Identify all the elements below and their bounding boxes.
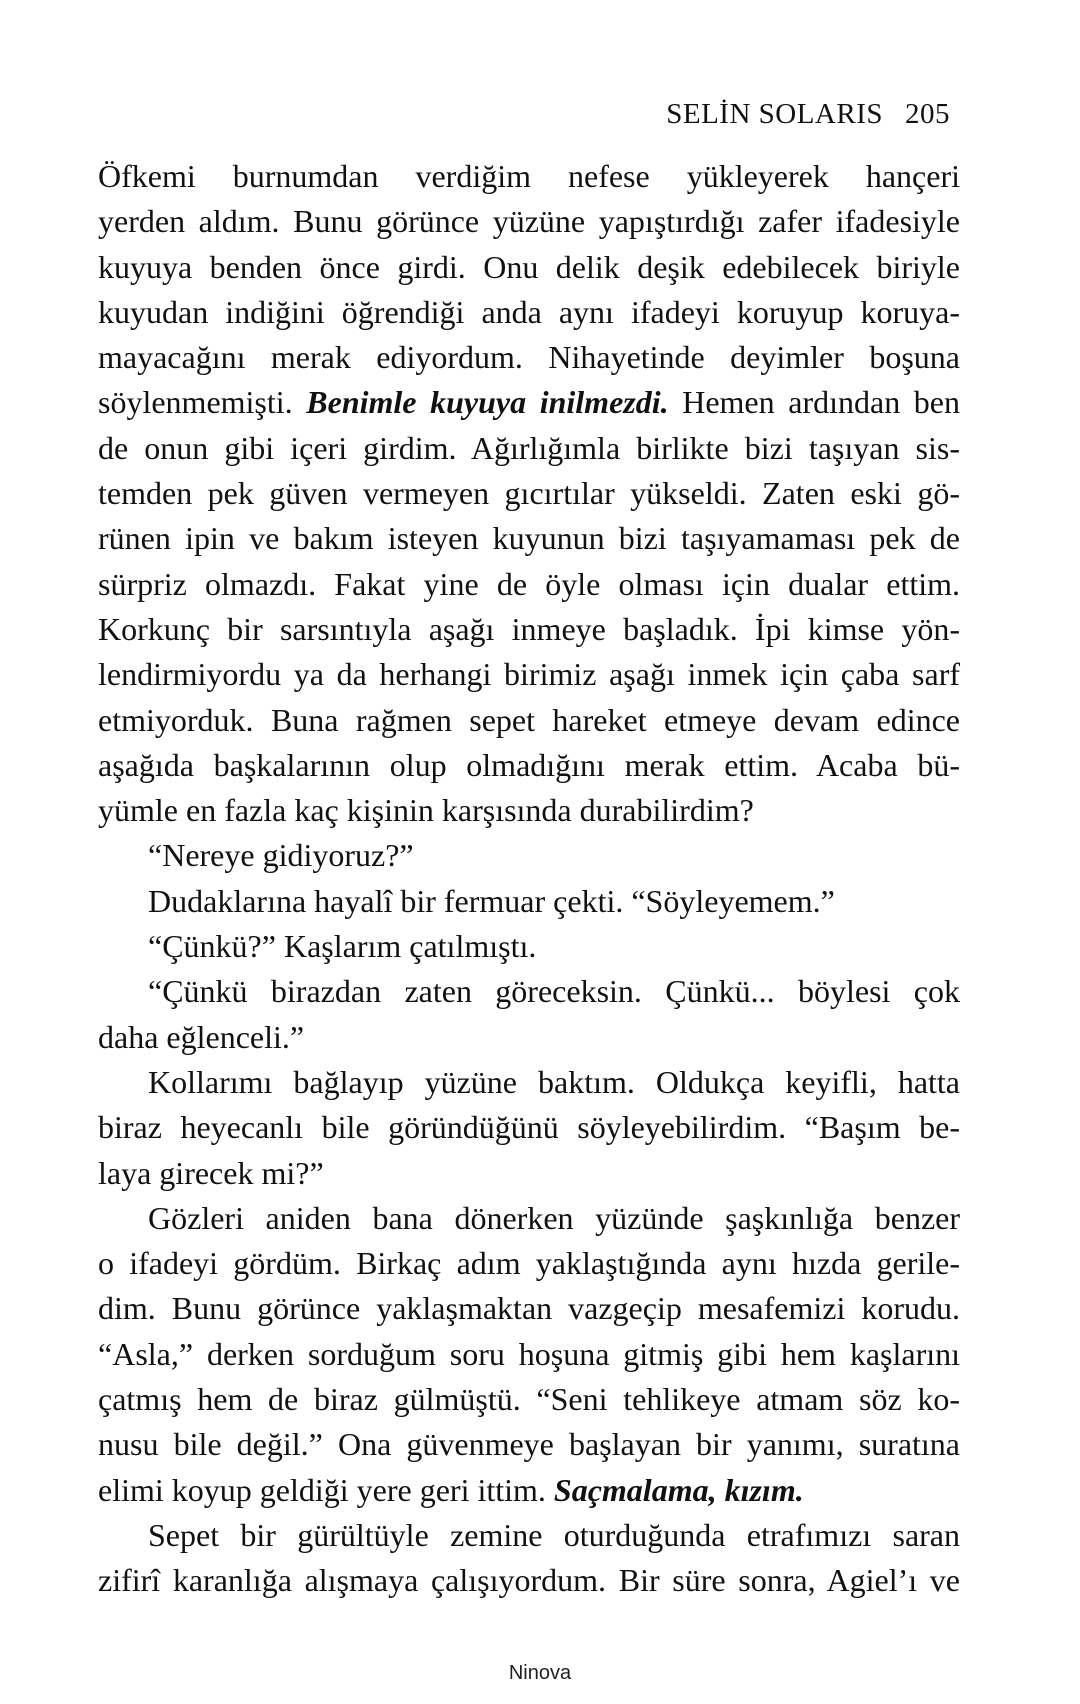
- text-line: Gözleri aniden bana dönerken yüzünde şaşkınlığa benzer: [148, 1199, 960, 1236]
- text-line: Dudaklarına hayalî bir fermuar çekti. “Söyleyemem.”: [148, 882, 835, 919]
- text-line: “Asla,” derken sorduğum soru hoşuna gitmiş gibi hem kaşlarını: [98, 1335, 960, 1372]
- text-line: Sepet bir gürültüyle zemine oturduğunda etrafımızı saran: [148, 1516, 960, 1553]
- body-text: [98, 154, 960, 1604]
- text-line: aşağıda başkalarının olup olmadığını merak ettim. Acaba bü-: [98, 746, 960, 783]
- text-line: dim. Bunu görünce yaklaşmaktan vazgeçip mesafemizi korudu.: [98, 1290, 960, 1327]
- text-line: etmiyorduk. Buna rağmen sepet hareket etmeye devam edince: [98, 701, 960, 738]
- text-line: yerden aldım. Bunu görünce yüzüne yapıştırdığı zafer ifadesiyle: [98, 203, 960, 240]
- publisher-footer: Ninova: [508, 1662, 572, 1684]
- text-line: nusu bile değil.” Ona güvenmeye başlayan bir yanımı, suratına: [98, 1426, 960, 1463]
- text-line: Korkunç bir sarsıntıyla aşağı inmeye başladık. İpi kimse yön-: [98, 610, 960, 647]
- text-line: biraz heyecanlı bile göründüğünü söyleyebilirdim. “Başım be-: [98, 1109, 960, 1146]
- dialogue-line: “Çünkü birazdan zaten göreceksin. Çünkü... böylesi çok: [148, 973, 960, 1010]
- text-line: mayacağını merak ediyordum. Nihayetinde deyimler boşuna: [98, 339, 960, 376]
- text-run: söylenmemişti.: [98, 384, 293, 421]
- text-line: Kollarımı bağlayıp yüzüne baktım. Oldukça keyifli, hatta: [148, 1063, 960, 1100]
- text-line: Öfkemi burnumdan verdiğim nefese yükleyerek hançeri: [98, 158, 960, 194]
- text-run: Hemen ardından ben: [682, 384, 960, 421]
- text-line: laya girecek mi?”: [98, 1154, 324, 1191]
- dialogue-line: “Nereye gidiyoruz?”: [148, 837, 414, 874]
- text-line: temden pek güven vermeyen gıcırtılar yükseldi. Zaten eski gö-: [98, 475, 960, 512]
- text-line: kuyudan indiğini öğrendiği anda aynı ifadeyi koruyup koruya-: [98, 293, 960, 330]
- italic-thought: Saçmalama, kızım.: [553, 1471, 804, 1508]
- book-title: SELİN SOLARIS: [666, 98, 883, 130]
- text-line: zifirî karanlığa alışmaya çalışıyordum. Bir süre sonra, Agiel’ı ve: [98, 1562, 960, 1599]
- italic-thought: Benimle kuyuya inilmezdi.: [306, 384, 669, 421]
- text-line: kuyuya benden önce girdi. Onu delik deşik edebilecek biriyle: [98, 248, 960, 285]
- text-line-mixed: [98, 1468, 960, 1513]
- text-line: de onun gibi içeri girdim. Ağırlığımla birlikte bizi taşıyan sis-: [98, 429, 960, 466]
- text-line: yümle en fazla kaç kişinin karşısında durabilirdim?: [98, 792, 754, 829]
- text-line: rünen ipin ve bakım isteyen kuyunun bizi taşıyamaması pek de: [98, 520, 960, 557]
- text-line: sürpriz olmazdı. Fakat yine de öyle olması için dualar ettim.: [98, 565, 960, 602]
- text-line: o ifadeyi gördüm. Birkaç adım yaklaştığında aynı hızda gerile-: [98, 1245, 960, 1282]
- dialogue-line: “Çünkü?” Kaşlarım çatılmıştı.: [148, 928, 537, 965]
- page-number: 205: [905, 98, 950, 130]
- text-line: çatmış hem de biraz gülmüştü. “Seni tehlikeye atmam söz ko-: [98, 1381, 960, 1418]
- text-line-mixed: [98, 380, 960, 425]
- running-header: [666, 98, 950, 131]
- text-line: lendirmiyordu ya da herhangi birimiz aşağı inmek için çaba sarf: [98, 656, 960, 693]
- text-run: elimi koyup geldiği yere geri ittim.: [98, 1471, 546, 1508]
- text-line: daha eğlenceli.”: [98, 1018, 305, 1055]
